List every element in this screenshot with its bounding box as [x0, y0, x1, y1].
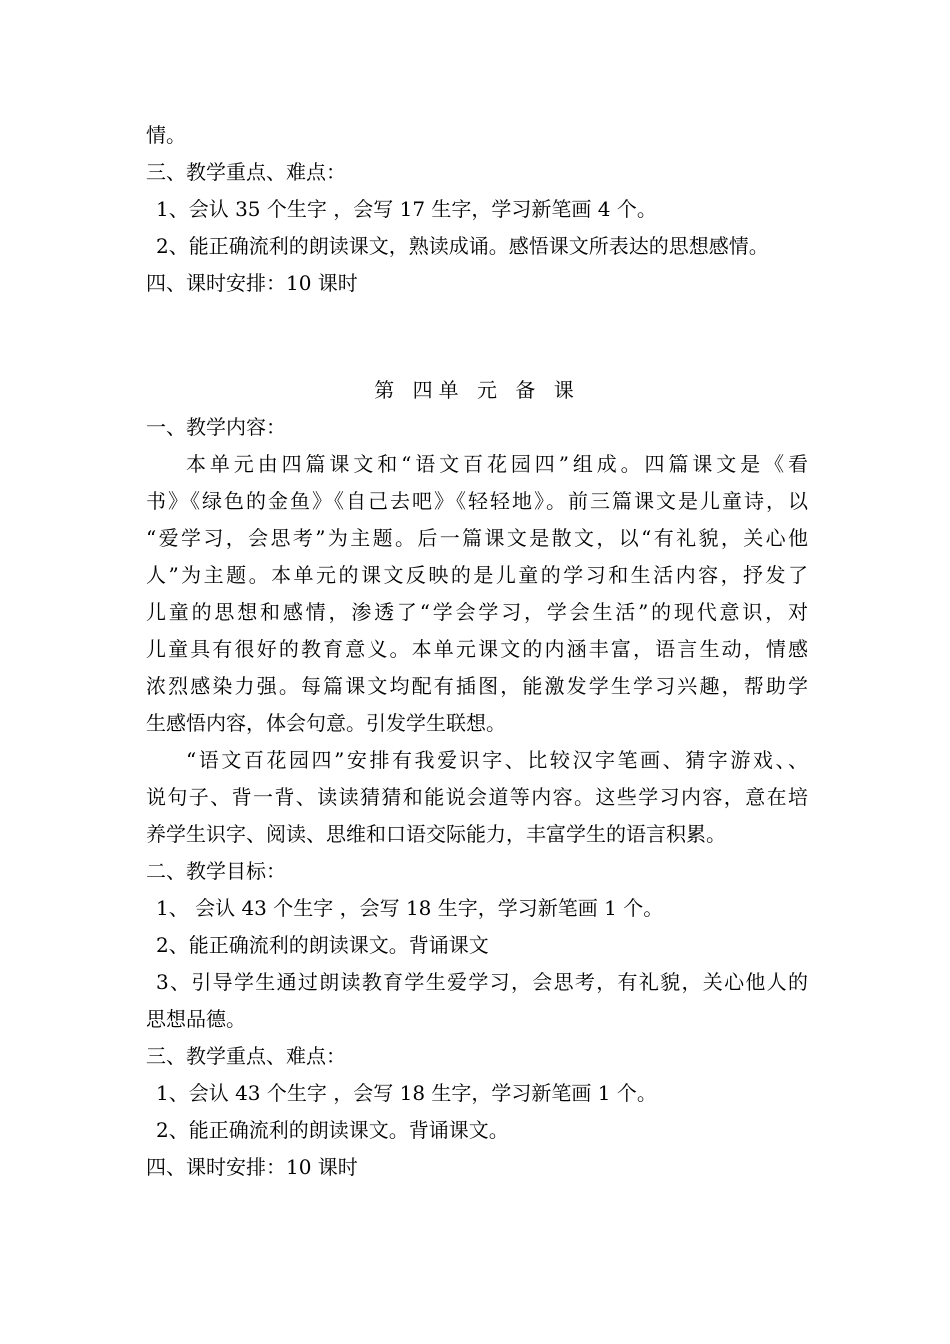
- prev-key-point-2: 2、能正确流利的朗读课文，熟读成诵。感悟课文所表达的思想感情。: [156, 234, 769, 258]
- content-paragraph-2: [146, 742, 808, 853]
- key-points-heading: 三、教学重点、难点：: [146, 1044, 346, 1068]
- paragraph-line: “语文百花园四”安排有我爱识字、比较汉字笔画、猜字游戏、、: [186, 748, 808, 772]
- goal-item-3-cont: 思想品德。: [146, 1007, 246, 1031]
- unit-title: 第 四单 元 备 课: [374, 378, 580, 402]
- prev-key-heading: 三、教学重点、难点：: [146, 160, 346, 184]
- prev-section-line: 情。: [146, 123, 186, 147]
- prev-key-point-1: 1、会认 35 个生字 ，会写 17 生字，学习新笔画 4 个。: [156, 197, 657, 221]
- paragraph-line: 书》《绿色的金鱼》《自己去吧》《轻轻地》。前三篇课文是儿童诗，以: [146, 489, 808, 513]
- key-point-2: 2、能正确流利的朗读课文。背诵课文。: [156, 1118, 509, 1142]
- paragraph-line: 儿童具有很好的教育意义。本单元课文的内涵丰富，语言生动，情感: [146, 637, 808, 661]
- goals-heading: 二、教学目标：: [146, 859, 286, 883]
- paragraph-line: 儿童的思想和感情，渗透了“学会学习，学会生活”的现代意识，对: [146, 600, 808, 624]
- content-heading: 一、教学内容：: [146, 415, 286, 439]
- key-point-1: 1、会认 43 个生字 ，会写 18 生字，学习新笔画 1 个。: [156, 1081, 657, 1105]
- paragraph-line: 养学生识字、阅读、思维和口语交际能力，丰富学生的语言积累。: [146, 822, 726, 846]
- document-page: [146, 117, 808, 1186]
- content-paragraph-1: [146, 446, 808, 742]
- prev-schedule: 四、课时安排：10 课时: [146, 271, 358, 295]
- goal-item-1: 1、 会认 43 个生字 ，会写 18 生字，学习新笔画 1 个。: [156, 896, 664, 920]
- paragraph-line: 说句子、背一背、读读猜猜和能说会道等内容。这些学习内容，意在培: [146, 785, 808, 809]
- paragraph-line: 生感悟内容，体会句意。引发学生联想。: [146, 711, 506, 735]
- section-gap: [146, 302, 808, 372]
- goal-item-2: 2、能正确流利的朗读课文。背诵课文: [156, 933, 489, 957]
- paragraph-line: 本单元由四篇课文和“语文百花园四”组成。四篇课文是《看: [186, 452, 808, 476]
- paragraph-line: 人”为主题。本单元的课文反映的是儿童的学习和生活内容，抒发了: [146, 563, 808, 587]
- schedule: 四、课时安排：10 课时: [146, 1155, 358, 1179]
- paragraph-line: “爱学习，会思考”为主题。后一篇课文是散文，以“有礼貌，关心他: [146, 526, 808, 550]
- goal-item-3: 3、引导学生通过朗读教育学生爱学习，会思考，有礼貌，关心他人的: [156, 970, 808, 994]
- paragraph-line: 浓烈感染力强。每篇课文均配有插图，能激发学生学习兴趣，帮助学: [146, 674, 808, 698]
